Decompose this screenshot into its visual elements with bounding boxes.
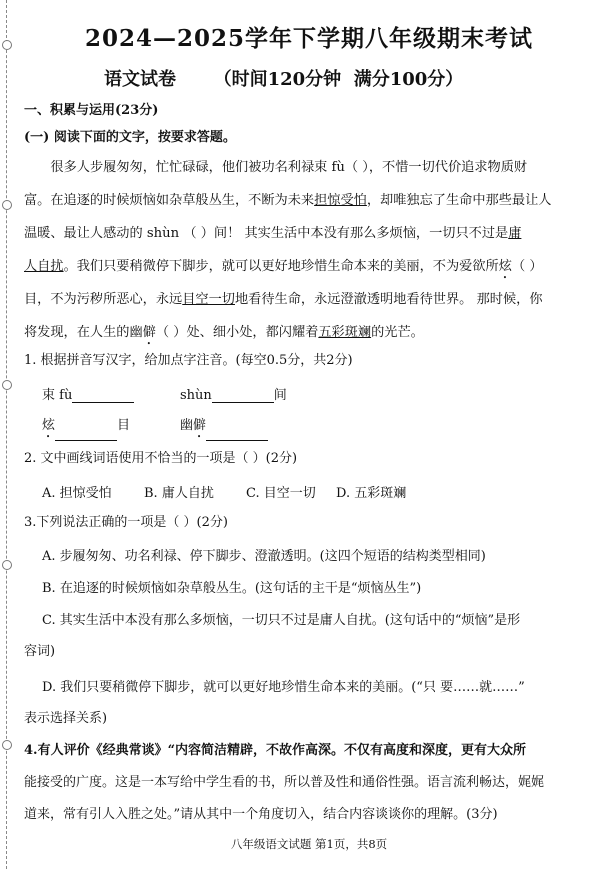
q1-item-b: shùn 间	[180, 388, 287, 403]
passage-line: 将发现，在人生的幽僻（ ）处、细小处，都闪耀着五彩斑斓的光芒。	[24, 325, 424, 340]
page-subtitle: 语文试卷 （时间120分钟 满分100分）	[104, 69, 464, 90]
passage-line: 富。在追逐的时候烦恼如杂草般丛生，不断为未来担惊受怕，却唯独忘了生命中那些最让人	[24, 193, 552, 208]
section-heading: 一、积累与运用(23分)	[24, 103, 159, 118]
binding-hole-icon	[2, 380, 12, 390]
question-4-line: 4.有人评价《经典常谈》“内容简洁精辟，不故作高深。不仅有高度和深度，更有大众所	[24, 743, 527, 758]
question-3-stem: 3.下列说法正确的一项是（ ）(2分)	[24, 515, 228, 530]
q1-item-a: 束 fù	[42, 384, 134, 403]
q2-option-b: B. 庸人自扰	[144, 486, 214, 501]
page-footer: 八年级语文试题 第1页，共8页	[230, 837, 388, 851]
q3-option-c: C. 其实生活中本没有那么多烦恼，一切只不过是庸人自扰。(这句话中的“烦恼”是形	[42, 613, 521, 628]
question-2-stem: 2. 文中画线词语使用不恰当的一项是（ ）(2分)	[24, 451, 298, 466]
binding-hole-icon	[2, 40, 12, 50]
question-4-line: 道来，常有引人入胜之处。”请从其中一个角度切入，结合内容谈谈你的理解。(3分)	[24, 807, 498, 822]
dotted-char: 僻	[142, 325, 156, 340]
q3-option-a: A. 步履匆匆、功名利禄、停下脚步、澄澈透明。(这四个短语的结构类型相同)	[42, 549, 486, 564]
question-1-stem: 1. 根据拼音写汉字，给加点字注音。(每空0.5分，共2分)	[24, 353, 353, 368]
answer-blank[interactable]	[55, 426, 117, 441]
q2-option-c: C. 目空一切	[246, 486, 316, 501]
binding-hole-icon	[2, 560, 12, 570]
binding-margin	[0, 0, 12, 869]
underlined-term: 庸	[508, 226, 522, 241]
page-title: 2024—2025学年下学期八年级期末考试	[84, 25, 534, 52]
underlined-term: 目空一切	[182, 292, 235, 307]
q2-option-d: D. 五彩斑斓	[336, 486, 407, 501]
binding-hole-icon	[2, 740, 12, 750]
underlined-term: 五彩斑斓	[318, 325, 372, 340]
q1-item-c: 炫 目	[42, 414, 130, 441]
passage-line: 温暖、最让人感动的 shùn （ ）间！ 其实生活中本没有那么多烦恼，一切只不过是庸	[24, 226, 522, 241]
q3-option-d-cont: 表示选择关系)	[24, 711, 108, 726]
underlined-term: 人自扰	[24, 259, 64, 274]
passage-line: 目，不为污秽所恶心，永远目空一切地看待生命，永远澄澈透明地看待世界。 那时候，你	[24, 292, 543, 307]
section-subheading: (一) 阅读下面的文字，按要求答题。	[24, 130, 236, 145]
dotted-char: 炫	[498, 259, 512, 274]
q1-item-d: 幽僻	[180, 414, 268, 441]
binding-dashed-line	[6, 0, 7, 869]
answer-blank[interactable]	[212, 388, 274, 403]
passage-line: 很多人步履匆匆，忙忙碌碌，他们被功名利禄束 fù（ ），不惜一切代价追求物质财	[50, 160, 528, 175]
passage-line: 人自扰。我们只要稍微停下脚步，就可以更好地珍惜生命本来的美丽，不为爱欲所炫（ ）	[24, 259, 543, 274]
question-4-line: 能接受的广度。这是一本写给中学生看的书，所以普及性和通俗性强。语言流利畅达，娓娓	[24, 775, 545, 790]
q3-option-d: D. 我们只要稍微停下脚步，就可以更好地珍惜生命本来的美丽。(“只 要……就……”	[42, 680, 525, 695]
q2-option-a: A. 担惊受怕	[42, 486, 112, 501]
q3-option-c-cont: 容词)	[24, 644, 56, 659]
binding-hole-icon	[2, 200, 12, 210]
q3-option-b: B. 在追逐的时候烦恼如杂草般丛生。(这句话的主干是“烦恼丛生”)	[42, 581, 422, 596]
answer-blank[interactable]	[72, 388, 134, 403]
answer-blank[interactable]	[206, 426, 268, 441]
reading-passage	[24, 151, 594, 349]
underlined-term: 担惊受怕	[314, 193, 367, 208]
